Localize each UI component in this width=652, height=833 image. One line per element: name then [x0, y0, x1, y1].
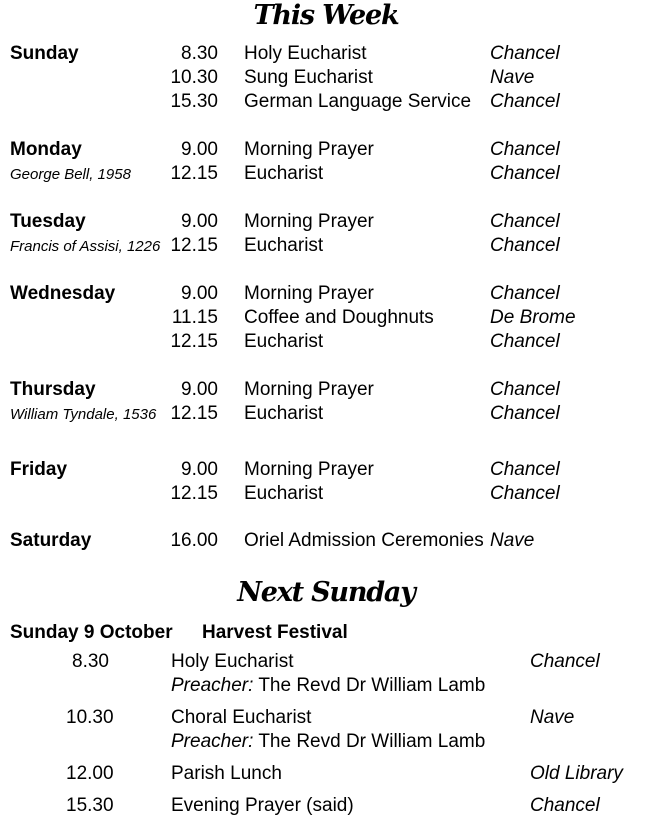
- preacher-line: [171, 730, 485, 754]
- service-location: De Brome: [490, 307, 576, 328]
- service-name: Eucharist: [244, 163, 324, 184]
- service-name: Morning Prayer: [244, 283, 374, 304]
- service-time: 9.00: [181, 139, 218, 160]
- service-time: 8.30: [181, 43, 218, 64]
- service-time: 9.00: [181, 459, 218, 480]
- preacher-label: Preacher:: [171, 675, 254, 696]
- service-time: 9.00: [181, 283, 218, 304]
- service-location: Chancel: [530, 795, 600, 816]
- day-name: Sunday: [10, 43, 79, 64]
- saint-commemoration: Francis of Assisi, 1226: [10, 238, 161, 255]
- service-time: 15.30: [170, 91, 218, 112]
- service-name: Morning Prayer: [244, 211, 374, 232]
- service-time: 10.30: [170, 67, 218, 88]
- service-name: Eucharist: [244, 235, 324, 256]
- next-sunday-occasion: Harvest Festival: [202, 622, 348, 643]
- service-location: Chancel: [490, 379, 560, 400]
- service-time: 10.30: [66, 707, 114, 728]
- service-location: Chancel: [490, 235, 560, 256]
- day-name: Saturday: [10, 530, 92, 551]
- service-location: Chancel: [490, 483, 560, 504]
- saint-commemoration: George Bell, 1958: [10, 166, 131, 183]
- service-location: Nave: [530, 707, 575, 728]
- service-name: Eucharist: [244, 331, 324, 352]
- service-time: 11.15: [171, 307, 218, 328]
- next-sunday-title: Next Sunday: [237, 577, 415, 608]
- preacher-line: [171, 674, 485, 698]
- service-location: Chancel: [490, 331, 560, 352]
- next-sunday-date: Sunday 9 October: [10, 622, 173, 643]
- service-location: Chancel: [490, 211, 560, 232]
- service-time: 12.15: [170, 483, 218, 504]
- service-name: Parish Lunch: [171, 763, 282, 784]
- saint-commemoration: William Tyndale, 1536: [10, 406, 157, 423]
- preacher-name: The Revd Dr William Lamb: [258, 675, 486, 696]
- service-name: Morning Prayer: [244, 379, 374, 400]
- service-name: Eucharist: [244, 403, 324, 424]
- service-location: Nave: [490, 530, 535, 551]
- day-name: Friday: [10, 459, 68, 480]
- service-location: Chancel: [490, 43, 560, 64]
- day-name: Thursday: [10, 379, 96, 400]
- service-name: Oriel Admission Ceremonies: [244, 530, 484, 551]
- service-name: Evening Prayer (said): [171, 795, 354, 816]
- this-week-title: This Week: [253, 0, 399, 31]
- service-location: Nave: [490, 67, 535, 88]
- service-name: Eucharist: [244, 483, 324, 504]
- service-time: 12.00: [66, 763, 114, 784]
- service-time: 12.15: [170, 163, 218, 184]
- service-time: 9.00: [181, 211, 218, 232]
- service-location: Chancel: [490, 459, 560, 480]
- service-name: German Language Service: [244, 91, 472, 112]
- service-name: Sung Eucharist: [244, 67, 373, 88]
- preacher-name: The Revd Dr William Lamb: [258, 731, 486, 752]
- service-location: Chancel: [530, 651, 600, 672]
- service-name: Morning Prayer: [244, 459, 374, 480]
- day-name: Monday: [10, 139, 82, 160]
- service-location: Chancel: [490, 283, 560, 304]
- service-name: Coffee and Doughnuts: [244, 307, 434, 328]
- service-name: Morning Prayer: [244, 139, 374, 160]
- service-time: 15.30: [66, 795, 114, 816]
- service-name: Holy Eucharist: [171, 651, 294, 672]
- service-name: Choral Eucharist: [171, 707, 312, 728]
- service-name: Holy Eucharist: [244, 43, 367, 64]
- service-location: Chancel: [490, 403, 560, 424]
- service-time: 9.00: [181, 379, 218, 400]
- service-time: 8.30: [72, 651, 109, 672]
- day-name: Wednesday: [10, 283, 116, 304]
- service-location: Old Library: [530, 763, 623, 784]
- service-time: 12.15: [170, 235, 218, 256]
- service-location: Chancel: [490, 163, 560, 184]
- service-location: Chancel: [490, 91, 560, 112]
- preacher-label: Preacher:: [171, 731, 254, 752]
- service-location: Chancel: [490, 139, 560, 160]
- service-time: 12.15: [170, 331, 218, 352]
- day-name: Tuesday: [10, 211, 86, 232]
- service-time: 12.15: [170, 403, 218, 424]
- service-time: 16.00: [170, 530, 218, 551]
